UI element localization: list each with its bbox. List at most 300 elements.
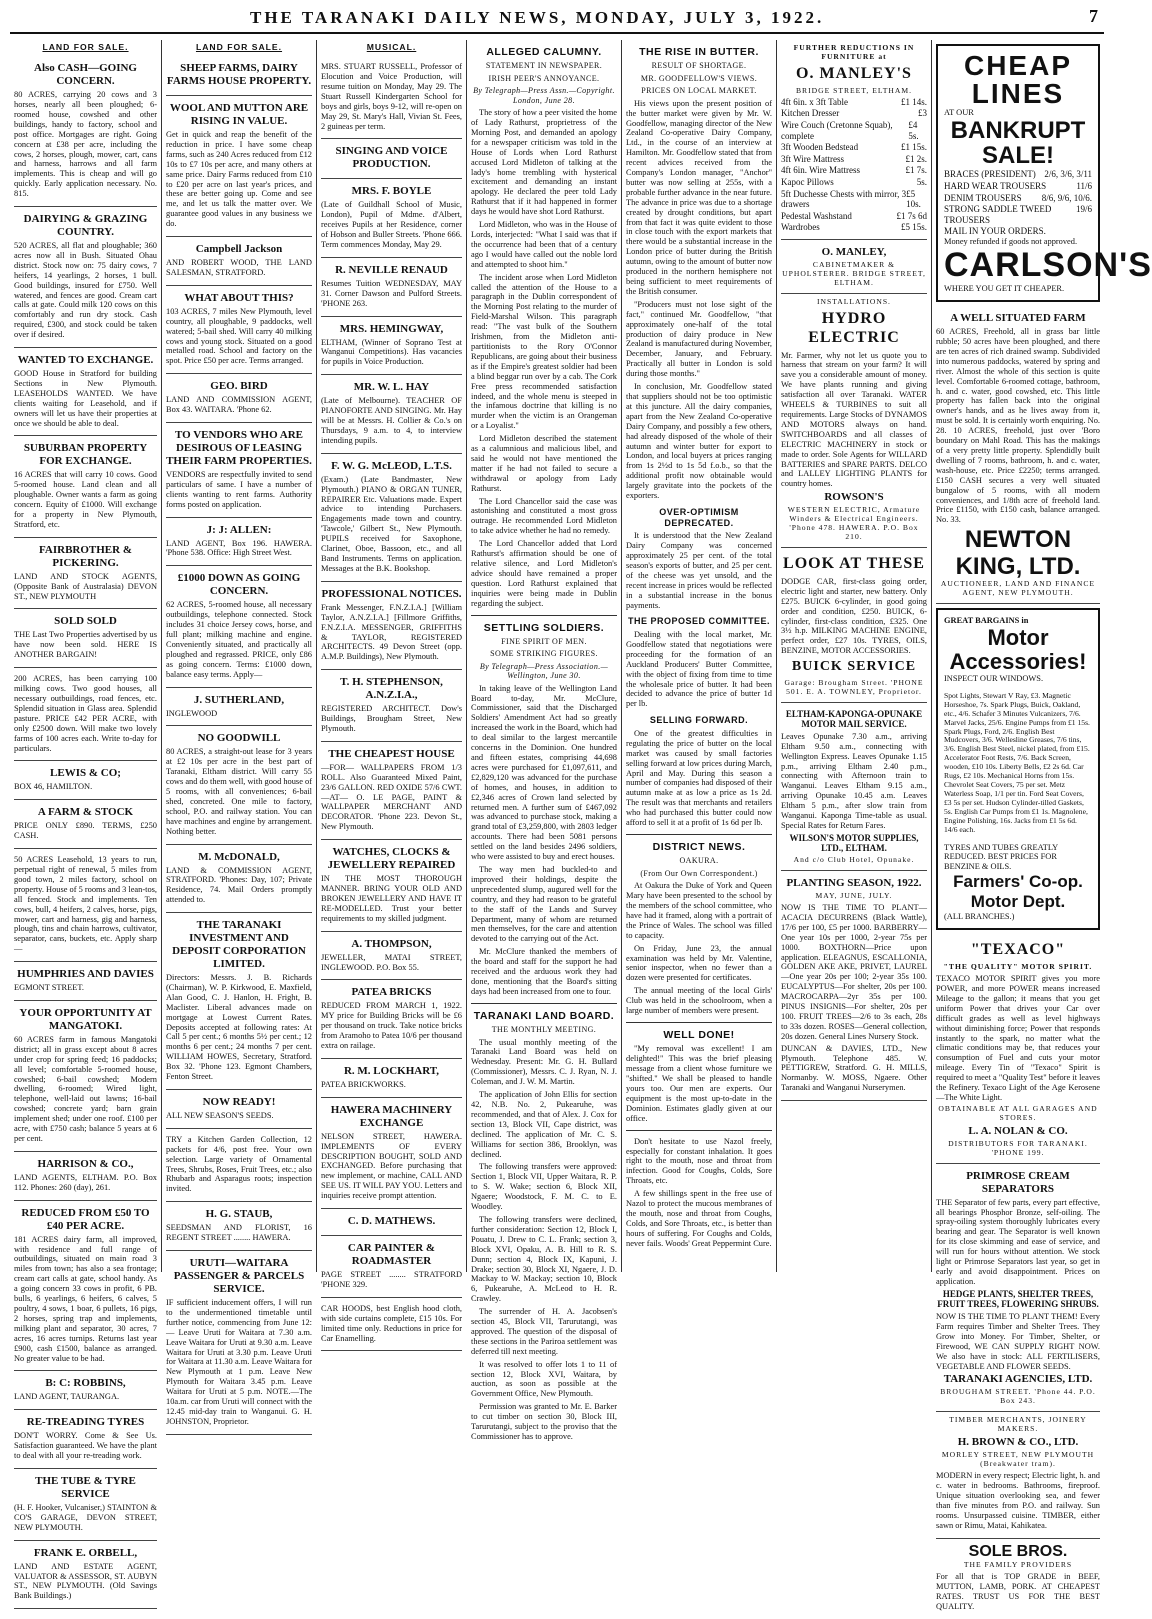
classified-ad <box>321 258 462 317</box>
planting-season-ad <box>781 871 927 1101</box>
ad-heading: M. McDONALD, <box>198 850 280 863</box>
article-body <box>471 1038 617 1442</box>
classified-ad <box>14 538 157 610</box>
price-row <box>781 189 927 210</box>
article-body <box>626 1137 772 1249</box>
ad-text: IF sufficient inducement offers, I will run to the undermentioned timetable until further notice, commencing from June 12:— Leave Uruti for Waitara at 7.30 a.m. Leave Waitara for Uruti at 9.30 a.m. Leave Waitara for Uruti at 3.30 p.m. Leave Uruti for Waitara at 11.30 a.m. Leave Waitara for New Plymouth at 1 p.m. Leave New Plymouth for Waitara 3.45 p.m. Leave Waitara for Uruti at 5 p.m. NOTE.—The 10a.m. car from Uruti will connect with the 12.45 mid-day train to Wanganui. G. H. JOHNSTON, Proprietor. <box>166 1297 312 1426</box>
price-row <box>944 169 1092 180</box>
ad-heading: SINGING AND VOICE PRODUCTION. <box>335 145 448 171</box>
price-row <box>781 108 927 119</box>
ad-text: TEXACO MOTOR SPIRIT gives you more POWER, and more POWER means increased Mileage to the gallon; it means that you get uniform Power that drives your Car over difficult grades as well as level highways without diminishing force; Power that responds instantly to the spark, no matter what the climatic conditions may be, that reduces your consumption of Fuel and cuts your motor mileage. Every Tin of "Texaco" Spirit is required to meet a "Quality Test" before it leaves the Refinery. Texaco Light of the Age Kerosene—The White Light. <box>936 974 1100 1102</box>
ad-text: (H. F. Hooker, Vulcaniser,) STAINTON & CO'S GARAGE, DEVON STREET, NEW PLYMOUTH. <box>14 1502 157 1532</box>
item-price: £4 5s. <box>908 119 919 141</box>
paragraph: The Lord Chancellor added that Lord Rathurst's affirmation should be one of relative silence, and Lord Midleton's advice should have remained a proper question. Lord Rathurst explained that inquiries were being made in Dublin regarding the subject. <box>471 539 617 608</box>
ad-company: Farmers' Co-op. Motor Dept. <box>953 872 1083 912</box>
ad-subtitle: MAY, JUNE, JULY. <box>815 891 893 901</box>
ad-text: (Late of Melbourne). TEACHER OF PIANOFORTE AND SINGING. Mr. Hay will be at Messrs. H. Collier & Co.'s on Thursdays, 9 a.m. to 4, to interview intending pupils. <box>321 396 462 445</box>
ad-heading: A FARM & STOCK <box>37 806 134 819</box>
price-row <box>781 211 927 222</box>
headline: SETTLING SOLDIERS. <box>483 621 605 634</box>
item-name: Wardrobes <box>781 222 820 233</box>
paragraph: In conclusion, Mr. Goodfellow stated that suppliers should not be too optimistic at this juncture. All the dairy companies, apart from the New Zealand Co-operative Dairy Company, and possibly a few others, had already disposed of the whole of their autumn and winter butter for export to London, and local buyers at prices ranging from 1s 2½d to 1s 5d f.o.b., so that the additional profit now obtainable would largely gravitate into the pockets of the exporters. <box>626 382 772 501</box>
ad-text: 80 ACRES, a straight-out lease for 3 years at £2 10s per acre in the best part of Taranaki, Eltham district. Will carry 55 cows and do them well, with good house of 5 rooms, with all conveniences; 6-bail shed, concreted. One mile to factory, school, P.O. and railway station. You can have machines and engine by arrangement. Nothing better. <box>166 747 312 836</box>
classified-ad <box>321 1209 462 1236</box>
ad-text: (Exam.) (Late Bandmaster, New Plymouth.) PIANO & ORGAN TUNER, REPAIRER Etc. Valuations made. Expert advice to intending Purchasers. Engagements made town and country. 'Tawcole,' Gilbert St., New Plymouth. PUPILS received for Saxophone, Clarinet, Oboe, Bassoon, etc., and all Band Instruments. Terms on application. Messages at the B.K. Bookshop. <box>321 474 462 573</box>
price-list <box>781 97 927 233</box>
ad-text: LAND AND ESTATE AGENT, VALUATOR & ASSESSOR, ST. AUBYN ST., NEW PLYMOUTH. (Old Savings Bank Buildings.) <box>14 1561 157 1601</box>
masthead-title: THE TARANAKI DAILY NEWS, MONDAY, JULY 3, 1922. <box>250 8 825 27</box>
ad-text: GOOD House in Stratford for building Sections in New Plymouth. LEASEHOLDS WANTED. We have clients waiting for Leasehold, and if owners will let us have their properties at once we should be able to deal. <box>14 369 157 428</box>
ad-text: Spot Lights, Stewart V Ray, £3. Magnetic Horseshoe, 7s. Spark Plugs, Buick, Oakland, etc., 4/6. Schafer 3 Minutes Vulcanizers, 7/6. Marvel Jacks, 25/6. Engine Pumps from £1 15s. Spark Plugs, Ford, 2/6. English Best Mudcovers, 3/6. Wellesline Greases, 7/6 tins, 3/6. English Best Steel, nickel plated, from £15. Accelerator Foot Rests, 7/6. Back Screen, wooden, £10 10s. Liberty Bells, £2 2s 6d. Car Rugs, £2 10s. Mechanical Horns from 15s. Chevrolet Seat Covers, 75 per set. Metz Waterless Soap, 1/1 per tin. Ford Seat Covers, £3 5s per set. Hudson Cylinder-tilled Gaskets, 5s. English Car Pumps from £1 1s. Magnolene, Engine Polishing, 16s. Jacks from £1 5s 6d. 14/6 each. <box>944 690 1090 834</box>
ad-text: Leaves Opunake 7.30 a.m., arriving Eltham 9.50 a.m., connecting with Wellington Express. Leaves Opunake 1.15 p.m., arriving Eltham 2.40 p.m., connecting with Afternoon train to Wanganui. Leaves Eltham 9.15 a.m., arriving Opunake 10.45 a.m. Leaves Eltham 5 p.m., after slow train from Wanganui. Kaponga Time-table as usual. Special Rates for Return Fares. <box>781 731 927 830</box>
classified-ad <box>321 1059 462 1098</box>
item-name: 4ft 6in. x 3ft Table <box>781 96 848 107</box>
subheading: FINE SPIRIT OF MEN. <box>501 636 587 646</box>
item-price: 8/6, 9/6, 10/6. <box>1041 192 1092 203</box>
ad-heading: INSTALLATIONS. <box>817 296 891 306</box>
item-price: £5 10s. <box>906 188 921 210</box>
paragraph: It is understood that the New Zealand Dairy Company was concerned approximately 25 per cent. of the total season's exports of butter, and 25 per cent. of the cheese was yet unsold, and the recent increase in prices would be reflected in a substantial increase in the bonus payments. <box>626 531 772 610</box>
paragraph: In taking leave of the Wellington Land Board to-day, Mr. McClure, Commissioner, said that the Discharged Soldiers' Amendment Act had so greatly increased the work in the Board, which had to deal similar to the largest mercantile concerns in the Dominion. One hundred and fifteen estates, comprising 44,698 acres were purchased for £1,097,611, and £2,829,120 was advanced for the purchase of homes, and houses, in addition to £2,346 acres of Crown land selected by returned men. A further sum of £467,092 was advanced to purchase stock, making a grand total of £3,259,800, with 2803 ledger accounts. There had been 5081 persons settled on the land besides 2496 soldiers, who were assisted to buy and erect houses. <box>471 683 617 862</box>
item-price: £1 7s. <box>905 165 927 176</box>
classified-ad <box>321 670 462 742</box>
ad-text: OBTAINABLE AT ALL GARAGES AND STORES. <box>938 1103 1098 1122</box>
classified-ad <box>321 317 462 376</box>
ad-heading: URUTI—WAITARA PASSENGER & PARCELS SERVICE. <box>173 1257 305 1296</box>
classified-ad <box>14 1001 157 1152</box>
subheading: THE MONTHLY MEETING. <box>491 1025 597 1035</box>
ad-text: 60 ACRES farm in famous Mangatoki district; all in grass except about 8 acres under crop for spring feed; 16 paddocks; all level; comfortable 5-roomed house, cowshed; 6-bail cowshed; Modern dwelling, 6-roomed; Wired light, telephone, well-laid out lawns; 16-bail cowshed; concrete yard; barn grain implement shed; under one roof. £100 per acre, with £750 cash; balance 5 years at 6 per cent. <box>14 1034 157 1144</box>
item-price: 2/6, 3/6, 3/11 <box>1044 169 1092 180</box>
item-price: 19/6 <box>1075 204 1092 215</box>
ad-heading: YOUR OPPORTUNITY AT MANGATOKI. <box>19 1007 152 1032</box>
ad-text: 181 ACRES dairy farm, all improved, with residence and full range of outbuildings, situated on main road 3 miles from town; has also a sea frontage; cream cart calls at gate, school handy. As a going concern 33 cows in profit, 6 PB. bulls, 6 yearlings, 6 heifers, 6 calves, 5 poultry, 4 sows, 1 boar, 6 pullets, 16 pigs, 2 horses, spring trap and implements, milking plant and separator, 30 acres, 7 acres, 16 acres turnips. Returns last year £900, cash £1500, balance as arranged. No greater value to be had. <box>14 1234 157 1363</box>
ad-heading: DAIRYING & GRAZING COUNTRY. <box>23 213 148 239</box>
ad-heading: MRS. HEMINGWAY, <box>339 322 444 335</box>
ad-subtitle: "THE QUALITY" MOTOR SPIRIT. <box>943 962 1093 972</box>
ad-heading: HUMPHRIES AND DAVIES <box>17 968 154 981</box>
paragraph: Lord Midleton, who was in the House of Lords, interjected: "What I said was that if the occurrence had been that of a century ago I would have called out the noble lord and attempted to shoot him." <box>471 220 617 269</box>
item-price: £5 15s. <box>900 222 927 233</box>
ad-text: ALL NEW SEASON'S SEEDS. <box>166 1110 274 1120</box>
ad-heading: MR. W. L. HAY <box>353 381 430 394</box>
byline: By Telegraph—Press Assn.—Copyright. London, June 28. <box>473 86 615 105</box>
column-ads-6 <box>777 40 932 1272</box>
paragraph: Dealing with the local market, Mr. Goodfellow stated that negotiations were proceeding for the formation of an Auckland Producers' Butter Committee, with the object of fixing from time to time the wholesale price of butter. It had been decided to advance the price of butter 1d per lb. <box>626 630 772 709</box>
classified-ad <box>14 962 157 1001</box>
ad-heading: RE-TREADING TYRES <box>26 1416 145 1429</box>
ad-text: Money refunded if goods not approved. <box>944 236 1078 246</box>
ad-heading: A. THOMPSON, <box>351 937 432 950</box>
ads-list <box>14 56 157 1609</box>
classified-ad <box>14 348 157 436</box>
subheading: IRISH PEER'S ANNOYANCE. <box>488 73 600 83</box>
ad-title: PLANTING SEASON, 1922. <box>786 877 922 890</box>
ad-text: 520 ACRES, all flat and ploughable; 360 acres now all in Bush. Situated Ohau district. Stock now on: 75 dairy cows, 7 heifers, 14 yearlings, 2 horses, 1 bull. Good buildings, insured for £750. Well watered, and fences are good. Cream cart calls at gate. Could milk 120 cows on this comfortably and run dry stock. Cash required, £300, and stock could be taken over if desired. <box>14 240 157 340</box>
item-name: STRONG SADDLE TWEED TROUSERS <box>944 204 1052 225</box>
ad-title: A WELL SITUATED FARM <box>950 312 1086 325</box>
ad-heading: MAIL IN YOUR ORDERS. <box>944 226 1046 237</box>
ad-heading: NOW READY! <box>202 1095 276 1108</box>
paragraph: "My removal was excellent! I am delighted!" This was the brief pleasing message from a client whose furniture we "shifted." We shall be pleased to handle yours too. Our men are experts. Our equipment is the most up-to-date in the Dominion. Estimates gladly given at our office. <box>626 1044 772 1123</box>
classified-ad <box>321 56 462 139</box>
motor-mail-ad <box>781 703 927 871</box>
page-number: 7 <box>1089 6 1098 26</box>
buick-service-ad <box>781 548 927 703</box>
ad-title: BANKRUPT SALE! <box>950 116 1086 170</box>
ad-text: For all that is TOP GRADE in BEEF, MUTTON, LAMB, PORK. AT CHEAPEST RATES. TRUST US FOR THE BEST QUALITY. <box>936 1572 1100 1612</box>
paragraph: The application of John Ellis for section 42, N.B. No. 2, Pukearuhe, was recommended, and that of Alex. J. Cox for section 13, Block VII, Cape district, was declined. The application of Mr. C. S. Williams for section 386, Brooklyn, was declined. <box>471 1090 617 1159</box>
classified-ad <box>321 179 462 258</box>
headline: THE PROPOSED COMMITTEE. <box>627 616 770 627</box>
article-body <box>471 684 617 997</box>
ad-subtitle: INSPECT OUR WINDOWS. <box>944 674 1044 684</box>
paragraph: The incident arose when Lord Midleton called the attention of the House to a paragraph in the Dublin correspondent of the Morning Post relating to the murder of Field-Marshal Wilson. This paragraph read: "The vast bulk of the Southern Irishmen, from the Midleton anti-partitionists to the Rory O'Connor Republicans, are going about their business as if the Empire's greatest soldier had been a blind beggar run over by a cab. The Cork Free press recommended satisfaction indeed, and the whole menu is steeped in the infamous doctrine that killing is no murder when the victim is an Orangeman or a Loyalist." <box>471 272 617 431</box>
ad-heading: GEO. BIRD <box>210 380 268 393</box>
ad-heading: J. SUTHERLAND, <box>193 693 285 706</box>
ad-heading: HAWERA MACHINERY EXCHANGE <box>330 1103 453 1129</box>
subheading: PRICES ON LOCAL MARKET. <box>641 86 757 96</box>
headline: WELL DONE! <box>663 1028 735 1041</box>
price-row <box>781 120 927 141</box>
paragraph: The way men had buckled-to and improved their holdings, despite the unprecedented slump, augured well for the country, and they had reason to be grateful to the staff of the Lands and Survey Department, many of whom are returned men themselves, for the care and attention devoted to the carrying out of the Act. <box>471 864 617 944</box>
ad-text: INGLEWOOD <box>166 708 218 718</box>
ad-address: BRIDGE STREET, ELTHAM. <box>795 85 913 95</box>
ad-text: Resumes Tuition WEDNESDAY, MAY 31. Corner Dawson and Pulford Streets. 'PHONE 263. <box>321 278 462 308</box>
paragraph: Mr. McClure thanked the members of the board and staff for the support he had received and the arduous work they had done, mentioning that the Board's sitting days had been increased from one to four. <box>471 947 617 996</box>
item-price: £1 2s. <box>905 153 927 164</box>
ad-heading: WATCHES, CLOCKS & JEWELLERY REPAIRED <box>327 846 456 872</box>
divider <box>471 1003 617 1004</box>
ad-heading: B: C: ROBBINS, <box>45 1377 126 1390</box>
classified-ad <box>14 609 157 668</box>
price-row <box>781 177 927 188</box>
price-row <box>781 97 927 108</box>
ad-tagline: WHERE YOU GET IT CHEAPER. <box>944 284 1065 294</box>
classified-ad <box>166 566 312 687</box>
classified-ad <box>14 436 157 537</box>
ad-heading: FURTHER REDUCTIONS IN FURNITURE at <box>793 43 915 61</box>
item-name: DENIM TROUSERS <box>944 192 1022 203</box>
classified-ad <box>321 1236 462 1298</box>
ad-heading: FAIRBROTHER & PICKERING. <box>39 543 132 569</box>
divider <box>626 1022 772 1023</box>
article-body <box>626 729 772 828</box>
ad-heading: NO GOODWILL <box>197 732 281 745</box>
ad-address: CABINETMAKER & UPHOLSTERER. BRIDGE STREET, ELTHAM. <box>782 260 926 287</box>
paragraph: The following transfers were declined, further consideration: Section 12, Block I, Pouatu, J. Drew to C. L. Frank; section 3, Block XVI, Opaku, A. B. Hill to R. S. Dunn; section 4, Block IX, Kapuni, J. Drake; section 30, Block XI, Ngaere, J. D. Mackay to W. Mackay; section 10, Block 6, Pukearuhe, A. McLeod to H. R. Crawley. <box>471 1214 617 1304</box>
ad-heading: GREAT BARGAINS in <box>944 615 1029 625</box>
item-name: Pedestal Washstand <box>781 210 852 221</box>
paragraph: The annual meeting of the local Girls' Club was held in the schoolroom, when a large number of members were present. <box>626 986 772 1016</box>
ad-heading: SHEEP FARMS, DAIRY FARMS HOUSE PROPERTY. <box>166 62 312 88</box>
headline: THE RISE IN BUTTER. <box>639 46 759 58</box>
item-price: £1 15s. <box>900 142 927 153</box>
classified-ad <box>14 849 157 962</box>
item-name: Kapoc Pillows <box>781 177 834 187</box>
subheading: SOME STRIKING FIGURES. <box>490 649 598 659</box>
column-header: LAND FOR SALE. <box>42 42 129 52</box>
ad-heading: H. G. STAUB, <box>205 1208 273 1221</box>
classified-ad <box>166 845 312 914</box>
paragraph: It was resolved to offer lots 1 to 11 of section 12, Block XVI, Waitara, by auction, as soon as possible at the Government Office, New Plymouth. <box>471 1359 617 1399</box>
classified-ad <box>166 237 312 286</box>
ad-title: PRIMROSE CREAM SEPARATORS <box>966 1169 1070 1195</box>
ad-text: CAR HOODS, best English hood cloth, with side curtains complete, £15 10s. For limited time only. Reductions in price for Car Enamelling. <box>321 1303 462 1343</box>
paragraph: One of the greatest difficulties in regulating the price of butter on the local market was caused by small factories selling forward at low prices during March, April and May. During this season a number of companies had disposed of their autumn make at as low a price as 1s 2d. The result was that merchants and retailers who had purchased this butter could now afford to sell it at a profit of 1s 6d per lb. <box>626 728 772 828</box>
ad-heading: THE TUBE & TYRE SERVICE <box>35 1474 136 1500</box>
classified-ad <box>14 1541 157 1610</box>
ad-text: 50 ACRES Leasehold, 13 years to run, perpetual right of renewal, 5 miles from good town, 2 miles factory, school on property. House of 5 rooms and 3 lean-tos, all fenced. Stock and implements. Ten cows, bull, 4 heifers, 2 calves, horse, pigs, mower, cart and harness, gig and harness, plough, tins and chain harrows, cultivator, separator, cans, buckets, etc. Apply sharp— <box>14 855 157 954</box>
classified-ad <box>14 56 157 207</box>
ad-text: TRY a Kitchen Garden Collection, 12 packets for 4/6, post free. Your own selection. Large variety of Ornamental Trees, Shrubs, Roses, Fruit Trees, etc.; also Rhubarb and Asparagus roots; inspection invited. <box>166 1134 312 1194</box>
ad-title: HEDGE PLANTS, SHELTER TREES, FRUIT TREES, FLOWERING SHRUBS. <box>937 1288 1099 1310</box>
ad-title: O. MANLEY'S <box>796 64 912 82</box>
ad-text: 62 ACRES, 5-roomed house, all necessary outbuildings, telephone connected. Stock includes 31 choice Jersey cows, horse, and full plant; milking machine and engine. Conveniently situated, and practically all ploughed and regrassed. PRICE, only £86 as going concern. Terms: £1000 down, balance easy terms. Apply— <box>166 600 312 679</box>
article-body <box>626 630 772 709</box>
price-list <box>944 169 1092 225</box>
paragraph: Don't hesitate to use Nazol freely, especially for constant inhalation. It goes right to the mouth, nose and throat from infection. Good for Coughs, Colds, Sore Throats, etc. <box>626 1136 772 1186</box>
ad-text: VENDORS are respectfully invited to send particulars of same. I have a number of clients wanting to rent farms. Authority forms posted on application. <box>166 469 312 509</box>
classified-ad <box>321 582 462 670</box>
ad-title: HYDRO ELECTRIC <box>808 309 900 346</box>
ad-address: Garage: Brougham Street. 'PHONE 501. E. A. TOWNLEY, Proprietor. <box>784 677 924 696</box>
ad-company: ROWSON'S <box>824 491 884 504</box>
ad-text: LAND & COMMISSION AGENT, STRATFORD. 'Phones: Day, 107; Private Residence, 74. Mail Orders promptly attended to. <box>166 865 312 905</box>
ad-text: (Late of Guildhall School of Music, London), Pupil of Mdme. d'Albert, receives Pupils at her Residence, corner of Hobson and Buller Streets. 'Phone 666. Term commences Monday, May 29. <box>321 200 462 250</box>
ad-text: JEWELLER, MATAI STREET, INGLEWOOD. P.O. Box 55. <box>321 952 462 972</box>
ad-title: LOOK AT THESE <box>783 555 925 573</box>
classified-ad <box>321 980 462 1059</box>
ad-text: REDUCED FROM MARCH 1, 1922. MY price for Building Bricks will be £6 per thousand on truck. Take notice bricks from Aramoho to Patea 10/6 per thousand extra on railage. <box>321 1001 462 1051</box>
ad-address: WESTERN ELECTRIC, Armature Winders & Electrical Engineers. 'Phone 478. HAWERA. P.O. Box 210. <box>787 505 921 542</box>
paragraph: His views upon the present position of the butter market were given by Mr. W. Goodfellow, managing director of the New Zealand Co-operative Dairy Company, Ltd., in the course of an interview at Hamilton. Mr. Goodfellow stated that from recent advices received from the Company's London manager, "Anchor" butter was now selling at 255s, with a probable further advance in the near future. The advance in price was due to a shortage created by drought conditions, but apart from that fact it was quite evident to those in close touch with the export markets that there would be a substantial increase in the London price of butter during the British autumn, owing to the amount of butter now produced in the northern hemisphere not being sufficient to meet requirements of the British consumer. <box>626 98 772 296</box>
classified-ad <box>166 1129 312 1202</box>
ad-heading: HARRISON & CO., <box>37 1157 134 1170</box>
ad-text: PRICE ONLY £890. TERMS, £250 CASH. <box>14 821 157 841</box>
paragraph: On Friday, June 23, the annual examination was held by Mr. Valentine, senior inspector, when no fewer than a dozen were presented for certificates. <box>626 943 772 983</box>
classified-ad <box>14 761 157 800</box>
texaco-ad <box>936 934 1100 1163</box>
classified-ad <box>321 1098 462 1209</box>
paragraph: The Lord Chancellor said the case was astonishing and constituted a most gross outrage. He recommended Lord Midleton to take advice whether he had no remedy. <box>471 496 617 536</box>
classified-ad <box>321 932 462 981</box>
item-name: BRACES (PRESIDENT) <box>944 169 1036 180</box>
article-body <box>471 108 617 608</box>
ad-text: THE Last Two Properties advertised by us have now been sold. HERE IS ANOTHER BARGAIN! <box>14 630 157 660</box>
masthead <box>10 6 1104 34</box>
subheading: OAKURA. <box>679 856 719 866</box>
newton-king-farm-ad <box>936 306 1100 604</box>
ad-text: DON'T WORRY. Come & See Us. Satisfaction guaranteed. We have the plant to deal with all your re-treading work. <box>14 1431 157 1461</box>
ad-text: PATEA BRICKWORKS. <box>321 1079 406 1089</box>
paragraph: At Oakura the Duke of York and Queen Mary have been presented to the school by the members of the school committee, who have had it framed, along with a portrait of the Prince of Wales. The school was filled to capacity. <box>626 881 772 940</box>
ad-heading: WHAT ABOUT THIS? <box>184 291 294 304</box>
ad-text: LAND AGENT, Box 196. HAWERA. 'Phone 538. Office: High Street West. <box>166 538 312 558</box>
price-row <box>781 165 927 176</box>
item-price: £1 14s. <box>900 96 927 107</box>
item-name: 4ft 6in. Wire Mattress <box>781 165 860 176</box>
ad-title: O. MANLEY, <box>821 246 887 259</box>
ad-address: AUCTIONEER, LAND AND FINANCE AGENT, NEW PLYMOUTH. <box>940 579 1096 597</box>
ad-heading: WANTED TO EXCHANGE. <box>17 354 154 367</box>
ad-text: SEEDSMAN AND FLORIST, 16 REGENT STREET ........ HAWERA. <box>166 1223 312 1243</box>
ad-title: Motor Accessories! <box>949 624 1087 675</box>
classified-ad <box>166 286 312 374</box>
ad-tagline: THE FAMILY PROVIDERS <box>963 1560 1073 1570</box>
hydro-electric-ad <box>781 294 927 548</box>
item-name: Wire Couch (Cretonne Squab), complete <box>781 119 893 141</box>
column-land-for-sale-1 <box>10 40 162 1601</box>
ad-heading: WOOL AND MUTTON ARE RISING IN VALUE. <box>169 102 309 128</box>
column-land-for-sale-2 <box>162 40 317 1426</box>
ad-heading: FRANK E. ORBELL, <box>33 1546 138 1559</box>
column-musical <box>317 40 467 1343</box>
ad-text: 60 ACRES, Freehold, all in grass bar little rubble; 50 acres have been ploughed, and there are ten acres of rich drained swamp. Subdivided into numerous paddocks, watered by spring and river. Almost the whole of this section is quite level. Comfortable 6-roomed cottage, bathroom, h. and c. water, good cowshed, etc. This little property has fallen back into the original owner's hands, and as he lives away from it, must be sold. It is certainly worth enquiring. No. 28. 10 ACRES, freehold, just over 'Boro boundary on Mahl Road. This has the makings of a very pretty little property. Splendidly built dwelling of 7 rooms, bathroom, h. and c. water, wash-house, etc. Price £2250; terms arranged. £150 CASH secures a very well situated bungalow of 5 rooms, with all modern conveniences, and 1/8th acre of freehold land. Price £1150, with £150 cash, balance arranged. No. 33. <box>936 327 1100 525</box>
ad-heading: THE CHEAPEST HOUSE <box>328 747 455 760</box>
classified-ad <box>166 374 312 423</box>
item-name: 5ft Duchesse Chests with mirror, 3 drawers <box>781 188 907 210</box>
ad-text: EGMONT STREET. <box>14 983 84 993</box>
ad-text: DODGE CAR, first-class going order, electric light and starter, new battery. Only £275. BUICK 6-cylinder, in good going order and condition, £250. BUICK, 6-cylinder, first-class condition, £325. One 3½ h.p. MILKING MACHINE ENGINE, perfect order, £27 10s. TYRES, OILS, BENZINE, MOTOR ACCESSORIES. <box>781 576 927 656</box>
classified-ad <box>14 1469 157 1541</box>
ad-text: (ALL BRANCHES.) <box>944 912 1015 922</box>
ad-heading: J: J: ALLEN: <box>206 523 272 536</box>
ad-heading: R. NEVILLE RENAUD <box>335 263 448 276</box>
classified-ad <box>166 1202 312 1251</box>
classified-ad <box>14 1201 157 1372</box>
ad-heading: MRS. F. BOYLE <box>351 185 432 198</box>
paragraph: Permission was granted to Mr. E. Barker to cut timber on section 30, Block III, Tarurutangi, subject to the proviso that the Commissioner has to approve. <box>471 1402 617 1441</box>
classified-ad <box>14 1152 157 1201</box>
ad-heading: THE TARANAKI INVESTMENT AND DEPOSIT CORPORATION LIMITED. <box>172 919 306 971</box>
paragraph: The story of how a peer visited the home of Lady Rathurst, proprietress of the Morning Post, and demanded an apology for a newspaper criticism was told in the House of Lords when Lord Rathurst accused Lord Midleton of talking at the lady's home trembling with hysterical excitement and demanding an instant apology. He declared the peer told Lady Rathurst that if it had happened in former days he would have shot Lord Rathurst. <box>471 108 617 217</box>
classified-ad <box>321 375 462 454</box>
ad-heading: PATEA BRICKS <box>351 986 432 999</box>
ad-text: TYRES AND TUBES GREATLY REDUCED. BEST PRICES FOR BENZINE & OILS. <box>944 842 1058 872</box>
price-row <box>781 142 927 153</box>
ad-heading: REDUCED FROM £50 TO £40 PER ACRE. <box>21 1206 150 1232</box>
item-name: HARD WEAR TROUSERS <box>944 180 1047 191</box>
ad-text: 200 ACRES, has been carrying 100 milking cows. Two good houses, all necessary outbuildings, road fences, etc. Splendid situation in Glass area. Splendid pasture. PRICE £42 PER ACRE, with only £2500 down. Will make two lovely farms of 100 acres each. Write to-day for particulars. <box>14 674 157 753</box>
article-body <box>626 881 772 1016</box>
ad-company: DUNCAN & DAVIES, LTD., New Plymouth. Telephone 485. W. PETTIGREW, Stratford. G. H. MILLS, Normanby. W. MOSS, Ngaere. Other Taranaki and Wanganui Nurserymen. <box>781 1043 927 1093</box>
paragraph: The following transfers were approved: Section 1, Block VII, Upper Waitara, R. P. to S. W. Wake; section 6, Block XII, Ngaere; Woodstock, F. M. C. to E. Woodley. <box>471 1162 617 1212</box>
headline: DISTRICT NEWS. <box>652 840 746 853</box>
ad-text: AND ROBERT WOOD, THE LAND SALESMAN, STRATFORD. <box>166 258 312 277</box>
ad-company: L. A. NOLAN & CO. <box>968 1124 1068 1137</box>
classified-ad <box>166 688 312 727</box>
ads-list <box>321 56 462 1351</box>
article-body <box>626 1044 772 1123</box>
ad-heading: TIMBER MERCHANTS, JOINERY MAKERS. <box>949 1415 1087 1434</box>
price-row <box>944 193 1092 204</box>
classified-ad <box>321 840 462 931</box>
item-name: 3ft Wooden Bedstead <box>781 142 859 153</box>
column-news-1 <box>467 40 622 1441</box>
ad-text: ELTHAM, (Winner of Soprano Test at Wanganui Competitions). Has vacancies for pupils in Voice Production. <box>321 337 462 367</box>
column-ads-7 <box>932 40 1152 1612</box>
ad-text: —FOR— WALLPAPERS FROM 1/3 ROLL. Also Guaranteed Mixed Paint, 23/6 GALLON. RED OXIDE 57/6 CWT. —AT— O. LE PAGE, PAINT & WALLPAPER MERCHANT AND DECORATOR. 'Phone 223. Devon St., New Plymouth. <box>321 762 462 832</box>
classified-ad <box>14 800 157 849</box>
ad-company: WILSON'S MOTOR SUPPLIES, LTD., ELTHAM. <box>789 832 919 854</box>
ad-text: MRS. STUART RUSSELL, Professor of Elocution and Voice Production, will resume tuition on Monday, May 29. The Stuart Russell Kindergarten School for boys and girls, boys 9-12, will re-open on May 29, St. Mary's Hall, Vivian St. Fees, 2 guineas per term. <box>321 62 462 131</box>
h-brown-ad <box>936 1412 1100 1538</box>
headline: SELLING FORWARD. <box>649 715 749 726</box>
primrose-separators-ad <box>936 1164 1100 1413</box>
classified-ad <box>166 518 312 567</box>
price-row <box>944 181 1092 192</box>
classified-ad <box>14 668 157 761</box>
item-name: Kitchen Dresser <box>781 108 840 119</box>
ad-text: NOW IS THE TIME TO PLANT THEM! Every Farm requires Timber and Shelter Trees. They Grow into Money. For Timber, Shelter, or Firewood, WE CAN SUPPLY RIGHT NOW. We also have in stock: ALL FERTILISERS, VEGETABLE AND FLOWER SEEDS. <box>936 1311 1100 1371</box>
classified-ad <box>14 1410 157 1469</box>
classified-ad <box>166 423 312 518</box>
paragraph: Lord Midleton described the statement as a calumnious and malicious libel, and said he would not have mentioned the matter if he had not failed to secure a withdrawal or apology from Lady Rathurst. <box>471 434 617 493</box>
item-price: £3 <box>918 108 927 119</box>
item-name: 3ft Wire Mattress <box>781 153 844 164</box>
price-row <box>781 222 927 233</box>
classified-ad <box>321 454 462 582</box>
ad-text: LAND AND STOCK AGENTS, (Opposite Bank of Australasia) DEVON ST., NEW PLYMOUTH <box>14 571 157 601</box>
motor-accessories-ad <box>936 608 1100 930</box>
ad-company: NEWTON KING, LTD. <box>955 526 1081 580</box>
ad-text: NELSON STREET, HAWERA. IMPLEMENTS OF EVERY DESCRIPTION BOUGHT, SOLD AND EXCHANGED. Before purchasing that new implement, or machine, CALL AND SEE US. IT WILL PAY YOU. Letters and inquiries receive prompt attention. <box>321 1131 462 1201</box>
ad-heading: F. W. G. McLEOD, L.T.S. <box>331 459 452 472</box>
column-header: MUSICAL. <box>366 42 417 52</box>
paragraph: The usual monthly meeting of the Taranaki Land Board was held on Wednesday. Present: Mr. G. H. Bullard (Commissioner), Messrs. C. J. Ryan, N. J. Coleman, and J. W. M. Martin. <box>471 1037 617 1087</box>
ad-title: ELTHAM-KAPONGA-OPUNAKE MOTOR MAIL SERVICE. <box>785 708 923 730</box>
classified-ad <box>321 1298 462 1352</box>
ad-text: Mr. Farmer, why not let us quote you to harness that stream on your farm? It will save you a considerable amount of money. We have plants running and giving satisfaction all over Taranaki. WATER WHEELS & TURBINES to suit all requirements. Large Stocks of DYNAMOS AND MOTORS always on hand. SWITCHBOARDS and all classes of ELECTRIC MACHINERY in stock or made to order. Sole Agents for WILLARD BATTERIES and SPARE PARTS. DELCO and LALLEY LIGHTING PLANTS for country homes. <box>781 350 927 489</box>
ad-address: BROUGHAM STREET. 'Phone 44. P.O. Box 243. <box>940 1387 1096 1406</box>
ad-heading: LEWIS & CO; <box>50 767 121 780</box>
ad-text: 16 ACRES that will carry 10 cows. Good 5-roomed house. Land clean and all ploughable. Owner wants a farm as going concern. Equity of £1000. Will exchange for a property in New Plymouth, Stratford, etc. <box>14 470 157 529</box>
ad-text: REGISTERED ARCHITECT. Dow's Buildings, Brougham Street, New Plymouth. <box>321 704 462 733</box>
ad-text: LAND AND COMMISSION AGENT, Box 43. WAITARA. 'Phone 62. <box>166 395 312 415</box>
subheading: STATEMENT IN NEWSPAPER. <box>485 61 603 71</box>
article-body <box>626 99 772 501</box>
article-body <box>626 531 772 610</box>
byline: By Telegraph—Press Association.— Wellington, June 30. <box>479 661 609 681</box>
ad-text: NOW IS THE TIME TO PLANT— ACACIA DECURRENS (Black Wattle), 17/6 per 100, £5 per 1000. BARBERRY—One year 10s per 1000, 2-year 75s per 1000. BOXTHORN—Price upon application. ELEAGNUS, ESCALLONIA, GOLDEN AKE AKE, PRIVET, LAUREL—One year 20s per 100; 2-year 35s 100. EUCALYPTUS—For shelter, 20s per 100. MACROCARPA—2yr 35s per 100. PINUS INSIGNIS—For shelter, 20s per 100. FRUIT TREES—2/6 to 3s each, 28s to 33s dozen. ROSES—General collection, 20s dozen. General Lines Nursery Stock. <box>781 902 927 1041</box>
subheading: RESULT OF SHORTAGE. <box>651 61 747 71</box>
ad-company: BUICK SERVICE <box>791 659 917 675</box>
ad-text: MODERN in every respect; Electric light, h. and c. water in bedrooms. Bathrooms, fireproof. Unique situation overlooking sea, and fewer than five minutes from P.O. and railway. Sun rooms. Unsurpassed cuisine. TIMBER, either sawn or Rimu, Matai, Kahikatea. <box>936 1471 1100 1530</box>
ad-text: AT OUR <box>944 108 974 117</box>
classified-ad <box>166 56 312 96</box>
ad-text: 80 ACRES, carrying 20 cows and 3 horses, nearly all been ploughed; 6-roomed house, cowshed and other buildings, handy to factory, school and post office. Mortgages are right. Going concern at £38 per acre, including the cows, 2 horses, plough, mower, cart, cans and harness, harrows and all farm implements. This is cheap and will go quickly. Early application necessary. No. 815. <box>14 90 157 199</box>
divider <box>626 1130 772 1131</box>
item-price: 5s. <box>916 177 927 187</box>
price-row <box>781 154 927 165</box>
headline: OVER-OPTIMISM DEPRECATED. <box>659 506 739 528</box>
paragraph: "Producers must not lose sight of the fact," continued Mr. Goodfellow, "that approximately one-half of the total production of dairy produce in New Zealand is manufactured during November, December, January, and February. Practically all butter in London is sold during those months." <box>626 299 772 379</box>
ad-text: 103 ACRES, 7 miles New Plymouth, level country, all ploughable, 9 paddocks, well watered; 5-bail shed. Will carry 40 milking cows and young stock. Situated on a good metalled road. School and factory on the spot. Price £50 per acre. Terms arranged. <box>166 306 312 366</box>
ad-company: CARLSON'S <box>944 245 1152 284</box>
ads-list <box>166 56 312 1435</box>
ad-title: "TEXACO" <box>970 941 1066 959</box>
ad-text: Frank Messenger, F.N.Z.I.A.] [William Taylor, A.N.Z.I.A.] [Fillmore Griffiths, F.N.Z.I.A. MESSENGER, GRIFFITHS & TAYLOR, REGISTERED ARCHITECTS. 49 Devon Street (opp. A.M.P. Buildings), New Plymouth. <box>321 602 462 662</box>
ad-heading: R. M. LOCKHART, <box>343 1064 440 1077</box>
ad-heading: PROFESSIONAL NOTICES. <box>321 587 462 600</box>
classified-ad <box>321 742 462 840</box>
ad-heading: £1000 DOWN AS GOING CONCERN. <box>177 572 301 598</box>
divider <box>471 615 617 616</box>
classified-ad <box>166 913 312 1090</box>
ad-address: DISTRIBUTORS FOR TARANAKI. 'PHONE 199. <box>948 1138 1088 1157</box>
classified-ad <box>321 139 462 179</box>
